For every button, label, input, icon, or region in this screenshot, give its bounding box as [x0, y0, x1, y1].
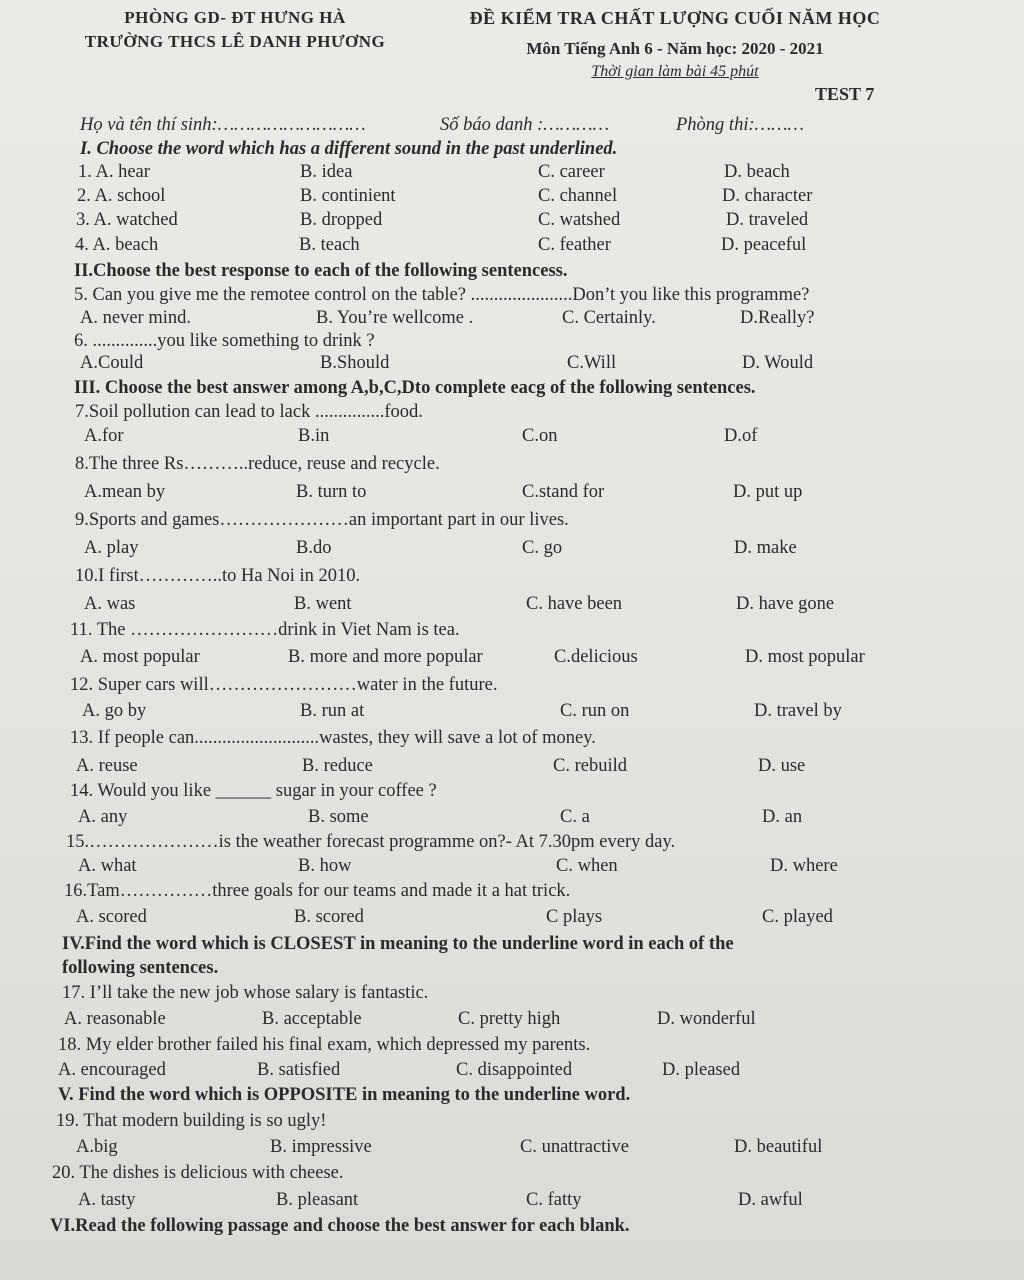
exam-line — [0, 159, 1024, 185]
exam-line — [0, 375, 1024, 401]
exam-line — [0, 1032, 1024, 1058]
exam-text: 18. My elder brother failed his final exam, which depressed my parents. — [58, 1035, 591, 1055]
exam-text: C.delicious — [554, 647, 638, 667]
exam-line — [0, 1082, 1024, 1108]
student-info-line — [0, 112, 1024, 138]
exam-title: ĐỀ KIỂM TRA CHẤT LƯỢNG CUỐI NĂM HỌC — [469, 8, 881, 28]
exam-text: C. channel — [538, 186, 618, 206]
exam-text: B. how — [298, 856, 352, 876]
exam-text: 16.Tam……………three goals for our teams and made it a hat trick. — [64, 881, 571, 901]
exam-text: C. played — [762, 907, 833, 927]
exam-line — [0, 904, 1024, 930]
exam-text: D. travel by — [754, 701, 842, 721]
exam-text: D. put up — [733, 482, 803, 502]
exam-text: C plays — [546, 907, 603, 927]
exam-text: A.Could — [80, 353, 144, 373]
exam-text: C. have been — [526, 594, 623, 614]
test-number: TEST 7 — [815, 84, 875, 104]
exam-line — [0, 853, 1024, 879]
exam-text: D.of — [724, 426, 758, 446]
exam-text: B. reduce — [302, 756, 373, 776]
subject-line: Môn Tiếng Anh 6 - Năm học: 2020 - 2021 — [526, 39, 824, 58]
exam-text: A. play — [84, 538, 139, 558]
exam-text: D. an — [762, 807, 803, 827]
exam-text: D. pleased — [662, 1060, 741, 1080]
exam-line — [0, 258, 1024, 284]
exam-line — [0, 183, 1024, 209]
time-limit: Thời gian làm bài 45 phút — [591, 63, 759, 80]
exam-text: A. encouraged — [58, 1060, 166, 1080]
exam-text: 4. A. beach — [75, 235, 159, 255]
exam-text: 20. The dishes is delicious with cheese. — [52, 1163, 344, 1183]
exam-line — [0, 207, 1024, 233]
exam-text: 7.Soil pollution can lead to lack ...............food. — [75, 402, 423, 422]
exam-text: A.big — [76, 1137, 118, 1157]
exam-text: B. went — [294, 594, 352, 614]
candidate-number-field: Số báo danh :………… — [440, 115, 610, 135]
exam-text: B. some — [308, 807, 369, 827]
exam-text: C.on — [522, 426, 558, 446]
exam-text: D. character — [722, 186, 813, 206]
exam-line — [0, 232, 1024, 258]
exam-line — [0, 591, 1024, 617]
exam-text: A.for — [84, 426, 124, 446]
exam-text: following sentences. — [62, 958, 219, 978]
exam-line — [0, 1213, 1024, 1239]
exam-text: B.Should — [320, 353, 390, 373]
exam-text: B. continient — [300, 186, 396, 206]
exam-text: II.Choose the best response to each of the following sentencess. — [74, 261, 568, 281]
exam-text: 19. That modern building is so ugly! — [56, 1111, 327, 1131]
exam-text: 11. The ……………………drink in Viet Nam is tea. — [70, 620, 460, 640]
exam-text: B. dropped — [300, 210, 383, 230]
exam-line — [0, 507, 1024, 533]
exam-text: 8.The three Rs………..reduce, reuse and recycle. — [75, 454, 440, 474]
exam-text: B. idea — [300, 162, 353, 182]
exam-line — [0, 829, 1024, 855]
exam-text: D. wonderful — [657, 1009, 756, 1029]
exam-text: 3. A. watched — [76, 210, 178, 230]
exam-text: D. have gone — [736, 594, 835, 614]
exam-text: B.in — [298, 426, 330, 446]
exam-line — [0, 1134, 1024, 1160]
exam-line — [0, 479, 1024, 505]
exam-line — [0, 563, 1024, 589]
exam-line — [0, 955, 1024, 981]
exam-text: A. reasonable — [64, 1009, 166, 1029]
header-right — [440, 8, 910, 81]
exam-text: C. feather — [538, 235, 611, 255]
department-name: PHÒNG GD- ĐT HƯNG HÀ — [124, 8, 346, 27]
exam-text: A.mean by — [84, 482, 166, 502]
exam-line — [0, 350, 1024, 376]
exam-text: A. go by — [82, 701, 147, 721]
exam-line — [0, 980, 1024, 1006]
exam-text: 14. Would you like ______ sugar in your coffee ? — [70, 781, 437, 801]
exam-text: D. where — [770, 856, 838, 876]
exam-line — [0, 753, 1024, 779]
exam-text: A. reuse — [76, 756, 138, 776]
exam-text: D. most popular — [745, 647, 865, 667]
exam-line — [0, 931, 1024, 957]
exam-text: C. run on — [560, 701, 630, 721]
exam-text: 13. If people can...........................wastes, they will save a lot of money. — [70, 728, 596, 748]
exam-line — [0, 423, 1024, 449]
exam-room-field: Phòng thi:……… — [676, 115, 804, 135]
exam-text: C. unattractive — [520, 1137, 629, 1157]
exam-text: A. any — [78, 807, 128, 827]
exam-text: 6. ..............you like something to drink ? — [74, 331, 375, 351]
exam-text: A. most popular — [80, 647, 200, 667]
exam-text: D.Really? — [740, 308, 815, 328]
exam-line — [0, 698, 1024, 724]
exam-text: D. Would — [742, 353, 814, 373]
exam-text: C. disappointed — [456, 1060, 573, 1080]
exam-text: C. pretty high — [458, 1009, 561, 1029]
exam-text: B.do — [296, 538, 332, 558]
exam-line — [0, 535, 1024, 561]
exam-text: A. scored — [76, 907, 147, 927]
school-name: TRƯỜNG THCS LÊ DANH PHƯƠNG — [84, 32, 386, 51]
exam-text: B. scored — [294, 907, 364, 927]
exam-line — [0, 451, 1024, 477]
exam-text: D. traveled — [726, 210, 809, 230]
exam-text: D. make — [734, 538, 797, 558]
exam-text: 1. A. hear — [78, 162, 150, 182]
exam-text: B. teach — [299, 235, 360, 255]
exam-text: III. Choose the best answer among A,b,C,Dto complete eacg of the following sentences. — [74, 378, 756, 398]
header-left — [60, 8, 410, 52]
exam-text: VI.Read the following passage and choose the best answer for each blank. — [50, 1216, 630, 1236]
exam-text: D. peaceful — [721, 235, 807, 255]
exam-text: C. career — [538, 162, 605, 182]
exam-line — [0, 1108, 1024, 1134]
exam-line — [0, 804, 1024, 830]
exam-text: C.stand for — [522, 482, 605, 502]
exam-text: B. You’re wellcome . — [316, 308, 474, 328]
exam-text: D. awful — [738, 1190, 803, 1210]
exam-text: A. never mind. — [80, 308, 191, 328]
exam-line — [0, 672, 1024, 698]
exam-line — [0, 617, 1024, 643]
exam-text: 2. A. school — [77, 186, 166, 206]
exam-text: C. go — [522, 538, 563, 558]
exam-text: B. pleasant — [276, 1190, 359, 1210]
exam-text: D. beach — [724, 162, 790, 182]
exam-text: A. what — [78, 856, 137, 876]
exam-line — [0, 1187, 1024, 1213]
student-name-field: Họ và tên thí sinh:……………………… — [80, 115, 366, 135]
exam-text: C. Certainly. — [562, 308, 656, 328]
exam-text: C. watshed — [538, 210, 621, 230]
exam-line — [0, 644, 1024, 670]
exam-text: C.Will — [567, 353, 617, 373]
exam-line — [0, 778, 1024, 804]
exam-line — [0, 399, 1024, 425]
exam-text: V. Find the word which is OPPOSITE in meaning to the underline word. — [58, 1085, 631, 1105]
exam-text: B. acceptable — [262, 1009, 362, 1029]
exam-line — [0, 1057, 1024, 1083]
exam-text: 10.I first…………..to Ha Noi in 2010. — [75, 566, 361, 586]
exam-text: IV.Find the word which is CLOSEST in meaning to the underline word in each of the — [62, 934, 734, 954]
exam-line — [0, 1006, 1024, 1032]
exam-text: C. a — [560, 807, 590, 827]
exam-text: I. Choose the word which has a different sound in the past underlined. — [80, 139, 618, 159]
exam-text: C. when — [556, 856, 618, 876]
exam-text: C. fatty — [526, 1190, 582, 1210]
exam-text: A. was — [84, 594, 136, 614]
exam-text: A. tasty — [78, 1190, 136, 1210]
exam-text: B. turn to — [296, 482, 367, 502]
exam-line — [0, 1160, 1024, 1186]
exam-text: B. impressive — [270, 1137, 372, 1157]
exam-text: B. run at — [300, 701, 365, 721]
exam-text: D. beautiful — [734, 1137, 823, 1157]
exam-text: 5. Can you give me the remotee control on the table? ......................Don’t you like this programme? — [74, 285, 810, 305]
exam-text: B. more and more popular — [288, 647, 483, 667]
exam-line — [0, 878, 1024, 904]
exam-line — [0, 725, 1024, 751]
exam-text: D. use — [758, 756, 806, 776]
exam-text: 12. Super cars will……………………water in the future. — [70, 675, 498, 695]
exam-text: B. satisfied — [257, 1060, 341, 1080]
exam-text: 15.…………………is the weather forecast programme on?- At 7.30pm every day. — [66, 832, 676, 852]
exam-text: C. rebuild — [553, 756, 627, 776]
exam-text: 9.Sports and games…………………an important part in our lives. — [75, 510, 569, 530]
exam-text: 17. I’ll take the new job whose salary is fantastic. — [62, 983, 429, 1003]
